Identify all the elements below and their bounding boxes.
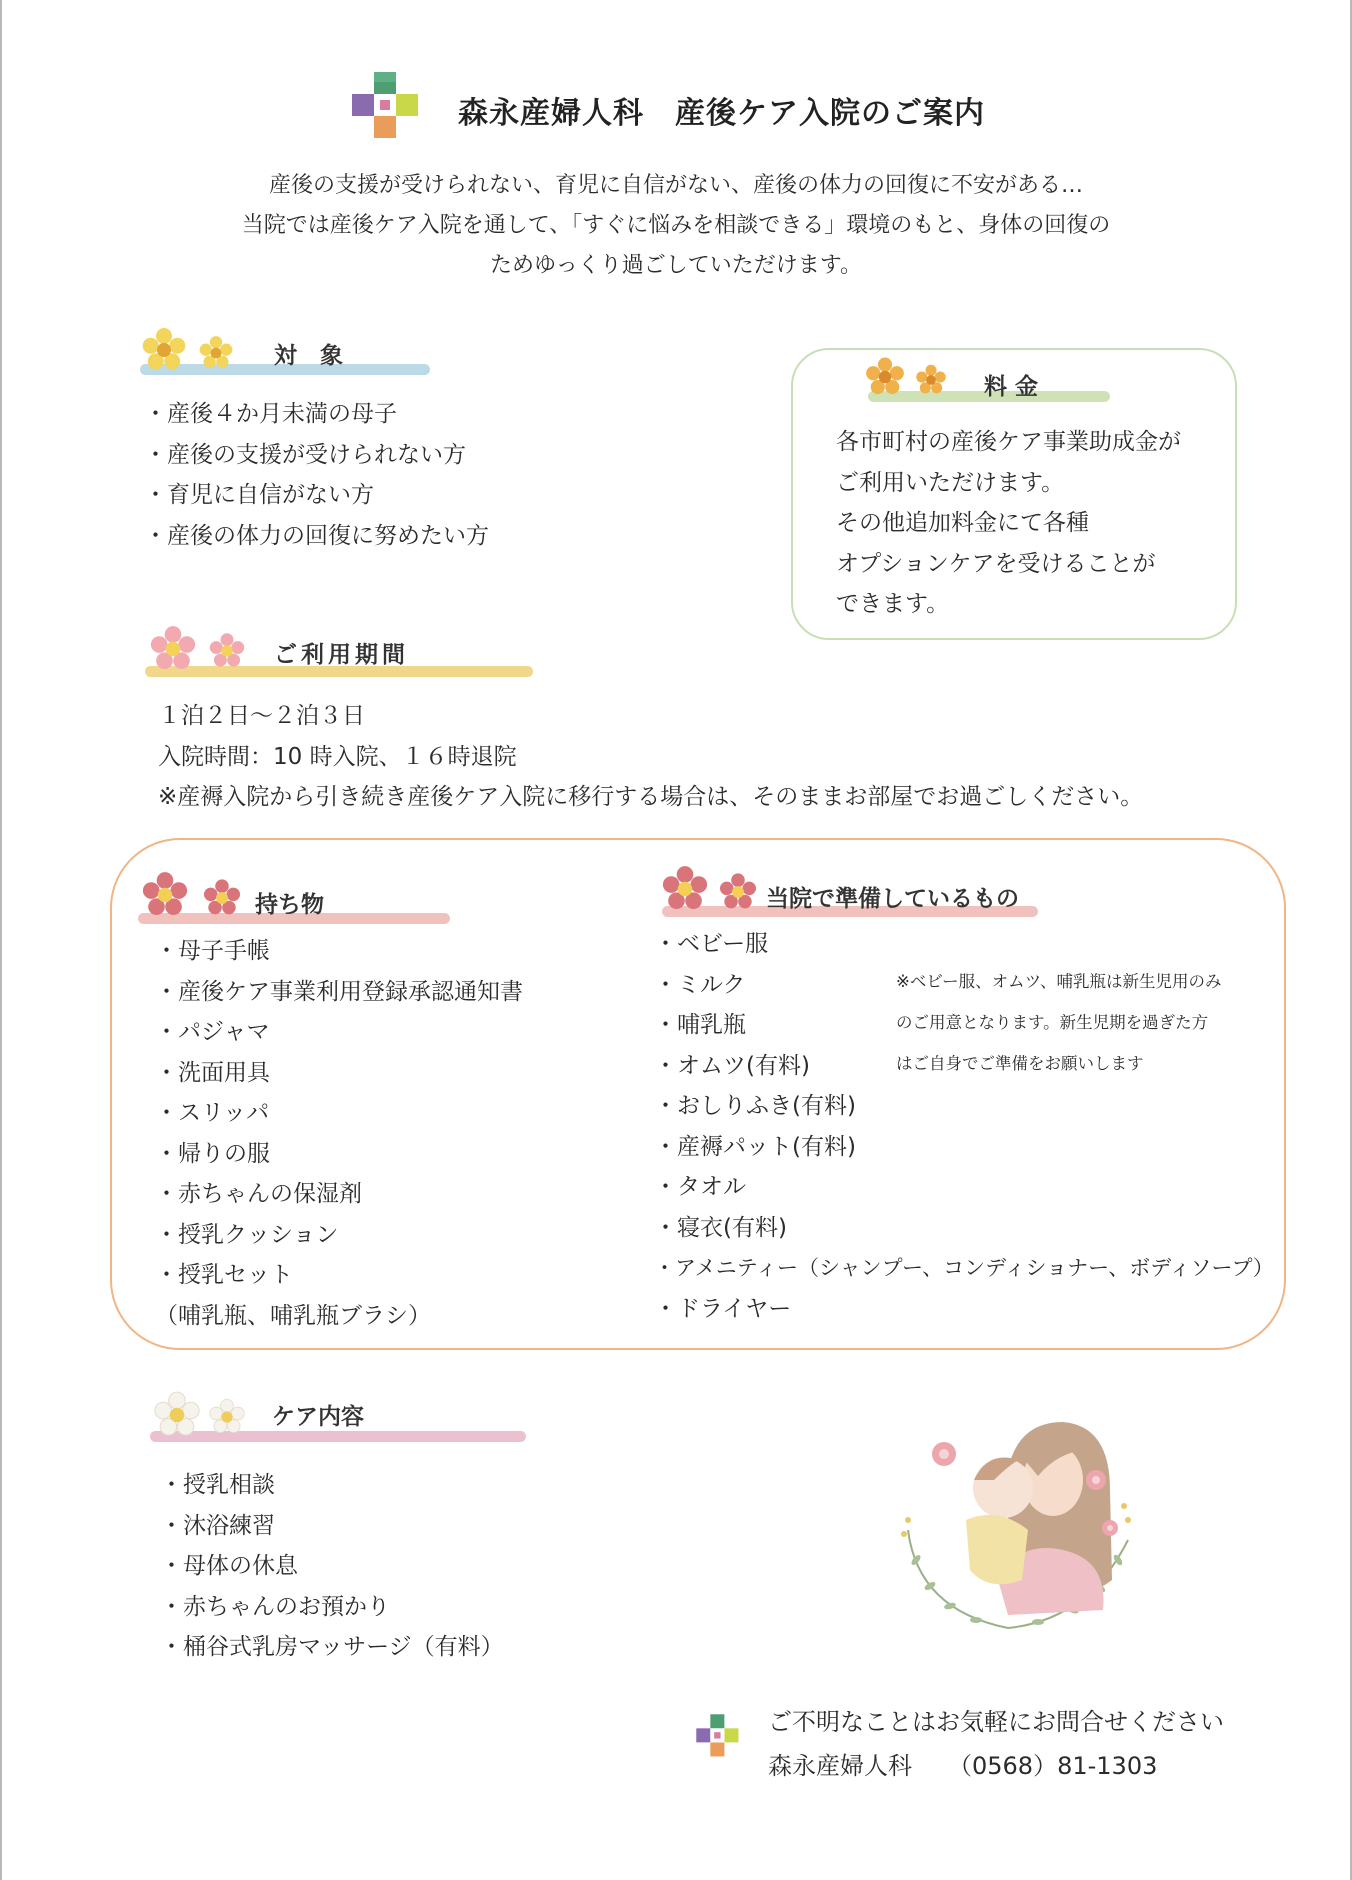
period-line: １泊２日～２泊３日 [158,703,365,729]
flower-icon [150,1388,204,1442]
fee-heading: 料 金 [984,374,1039,400]
list-item: ・ベビー服 [654,931,769,957]
period-heading: ご利用期間 [274,642,409,668]
note-line: ※ベビー服、オムツ、哺乳瓶は新生児用のみ [896,972,1222,991]
fee-line: その他追加料金にて各種 [836,510,1089,536]
list-item: ・産後の体力の回復に努めたい方 [144,522,489,549]
list-item: ・赤ちゃんの保湿剤 [155,1181,362,1207]
list-item: ・育児に自信がない方 [144,482,374,508]
flower-icon [196,333,236,373]
footer-phone: （0568）81-1303 [960,1752,1158,1780]
flower-icon [206,630,248,672]
flower-icon [146,622,200,676]
fee-line: ご利用いただけます。 [836,469,1065,496]
footer-contact [768,1746,1157,1781]
list-item: ・帰りの服 [155,1140,270,1167]
list-item: ・おしりふき(有料) [654,1093,856,1119]
list-item: ・ミルク [654,971,746,998]
list-item: ・オムツ(有料) [654,1052,810,1079]
title-text: 産後ケア入院のご案内 [675,96,985,131]
flower-icon [862,354,908,400]
fee-line: できます。 [836,591,950,617]
logo-cross-icon [350,70,422,142]
footer-clinic: 森永産婦人科 [768,1752,912,1780]
list-item: ・桶谷式乳房マッサージ（有料） [160,1634,504,1660]
list-item: ・沐浴練習 [160,1512,275,1539]
list-item: ・赤ちゃんのお預かり [160,1593,390,1620]
list-item: ・寝衣(有料) [654,1214,787,1241]
list-item: ・産後の支援が受けられない方 [144,441,466,468]
flower-icon [658,862,712,916]
list-item: ・授乳クッション [155,1221,339,1248]
target-heading: 対 象 [274,343,343,369]
belongings-heading: 持ち物 [255,892,324,918]
list-item: ・スリッパ [155,1100,270,1126]
intro-line-1: 産後の支援が受けられない、育児に自信がない、産後の体力の回復に不安がある… [268,173,1083,198]
list-item: ・ドライヤー [654,1295,792,1322]
period-text [158,696,1143,818]
intro-line-2: 当院では産後ケア入院を通して、「すぐに悩みを相談できる」環境のもと、身体の回復の [241,213,1111,238]
prepared-note [896,961,1222,1084]
flower-icon [138,868,192,922]
fee-text [836,422,1181,625]
list-item: ・アメニティー（シャンプー、コンディショナー、ボディソープ） [654,1256,1274,1280]
period-line: ※産褥入院から引き続き産後ケア入院に移行する場合は、そのままお部屋でお過ごしください。 [158,784,1144,810]
list-item: ・授乳セット [155,1262,293,1288]
page-title [458,88,985,132]
flower-icon [138,324,190,376]
list-item: ・哺乳瓶 [654,1012,746,1038]
list-item: ・洗面用具 [155,1059,270,1086]
target-list [144,394,489,556]
flower-icon [913,362,949,398]
clinic-name: 森永産婦人科 [458,96,644,131]
flower-icon [200,876,244,920]
list-item: （哺乳瓶、哺乳瓶ブラシ） [155,1302,431,1329]
care-list [160,1465,504,1668]
belongings-list [155,931,523,1336]
list-item: ・母子手帳 [155,938,270,964]
prepared-heading: 当院で準備しているもの [766,886,1019,912]
mother-baby-illustration [888,1410,1138,1640]
period-line: 入院時間：10 時入院、１６時退院 [158,743,517,770]
flower-icon [206,1396,248,1438]
note-line: はご自身でご準備をお願いします [896,1054,1144,1073]
list-item: ・産後４か月未満の母子 [144,401,397,427]
fee-line: 各市町村の産後ケア事業助成金が [836,429,1181,455]
footer-message: ご不明なことはお気軽にお問合せください [768,1708,1224,1736]
intro-text [0,166,1352,286]
list-item: ・授乳相談 [160,1472,275,1498]
list-item: ・産褥パット(有料) [654,1133,856,1160]
flower-icon [716,870,760,914]
logo-cross-icon [695,1713,741,1759]
fee-line: オプションケアを受けることが [836,550,1156,577]
care-heading: ケア内容 [272,1404,364,1430]
list-item: ・タオル [654,1174,746,1200]
note-line: のご用意となります。新生児期を過ぎた方 [896,1013,1209,1032]
intro-line-3: ためゆっくり過ごしていただけます。 [489,253,863,278]
list-item: ・母体の休息 [160,1553,298,1579]
list-item: ・パジャマ [155,1019,270,1045]
list-item: ・産後ケア事業利用登録承認通知書 [155,978,523,1005]
